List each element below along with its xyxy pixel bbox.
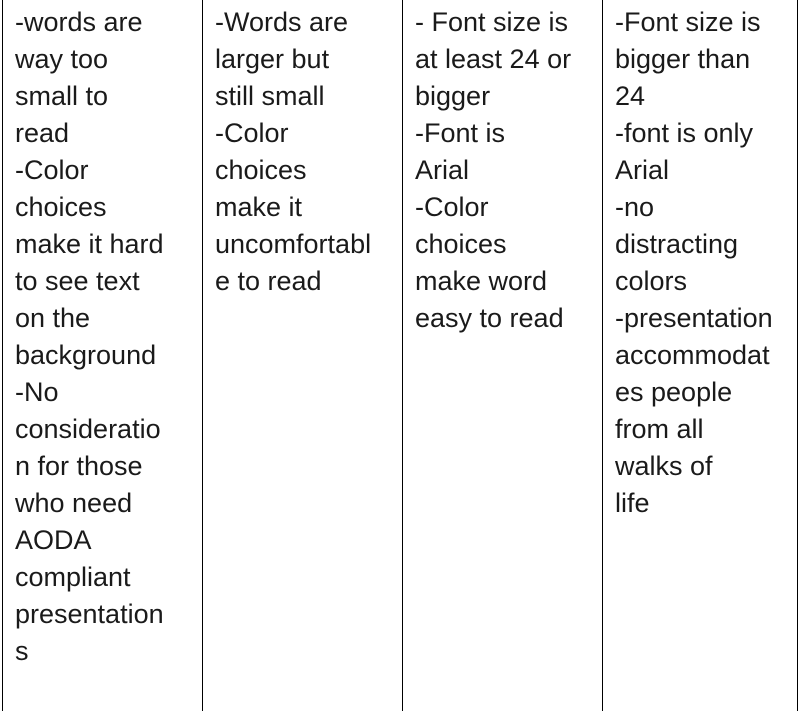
- cell-text-line: -presentation: [615, 303, 773, 333]
- cell-text-line: bigger: [415, 81, 491, 111]
- cell-text-line: make word: [415, 266, 548, 296]
- cell-text-line: bigger than: [615, 44, 751, 74]
- cell-text-line: accommodat: [615, 340, 770, 370]
- cell-text-line: read: [15, 118, 70, 148]
- cell-text-line: choices: [215, 155, 307, 185]
- cell-text-line: to see text: [15, 266, 140, 296]
- cell-text-line: walks of: [615, 451, 713, 481]
- cell-text-line: consideratio: [15, 414, 161, 444]
- cell-text-line: compliant: [15, 562, 131, 592]
- cell-text-line: easy to read: [415, 303, 564, 333]
- cell-text-line: on the: [15, 303, 91, 333]
- cell-text-line: larger but: [215, 44, 330, 74]
- cell-text-line: choices: [415, 229, 507, 259]
- cell-text-line: from all: [615, 414, 704, 444]
- cell-text-line: e to read: [215, 266, 322, 296]
- rubric-cell-level-2: [203, 0, 403, 711]
- cell-text-line: who need: [15, 488, 133, 518]
- cell-text-line: -Font size is: [615, 7, 761, 37]
- cell-text-line: small to: [15, 81, 109, 111]
- cell-text-line: background: [15, 340, 157, 370]
- rubric-table: [2, 0, 798, 711]
- rubric-cell-level-1: [3, 0, 203, 711]
- cell-text-line: Arial: [615, 155, 670, 185]
- cell-text-line: at least 24 or: [415, 44, 572, 74]
- cell-text-line: -Color: [215, 118, 289, 148]
- cell-text-line: -Color: [15, 155, 89, 185]
- cell-text-line: 24: [615, 81, 646, 111]
- cell-text-line: - Font size is: [415, 7, 569, 37]
- cell-text-line: es people: [615, 377, 733, 407]
- cell-text-line: -words are: [15, 7, 143, 37]
- cell-text-line: still small: [215, 81, 325, 111]
- cell-text-line: AODA: [15, 525, 92, 555]
- cell-text-line: make it hard: [15, 229, 164, 259]
- cell-text-line: n for those: [15, 451, 143, 481]
- cell-text-line: choices: [15, 192, 107, 222]
- cell-text-line: way too: [15, 44, 109, 74]
- cell-text-line: -Color: [415, 192, 489, 222]
- rubric-cell-level-4: [603, 0, 797, 711]
- cell-text-line: life: [615, 488, 650, 518]
- cell-text-line: -No: [15, 377, 59, 407]
- cell-text-line: uncomfortabl: [215, 229, 372, 259]
- cell-text-line: -Font is: [415, 118, 506, 148]
- cell-text-line: Arial: [415, 155, 470, 185]
- cell-text-line: make it: [215, 192, 303, 222]
- cell-text-line: colors: [615, 266, 688, 296]
- cell-text-line: -font is only: [615, 118, 754, 148]
- cell-text-line: s: [15, 636, 29, 666]
- cell-text-line: -Words are: [215, 7, 349, 37]
- cell-text-line: distracting: [615, 229, 739, 259]
- rubric-cell-level-3: [403, 0, 603, 711]
- cell-text-line: -no: [615, 192, 655, 222]
- cell-text-line: presentation: [15, 599, 164, 629]
